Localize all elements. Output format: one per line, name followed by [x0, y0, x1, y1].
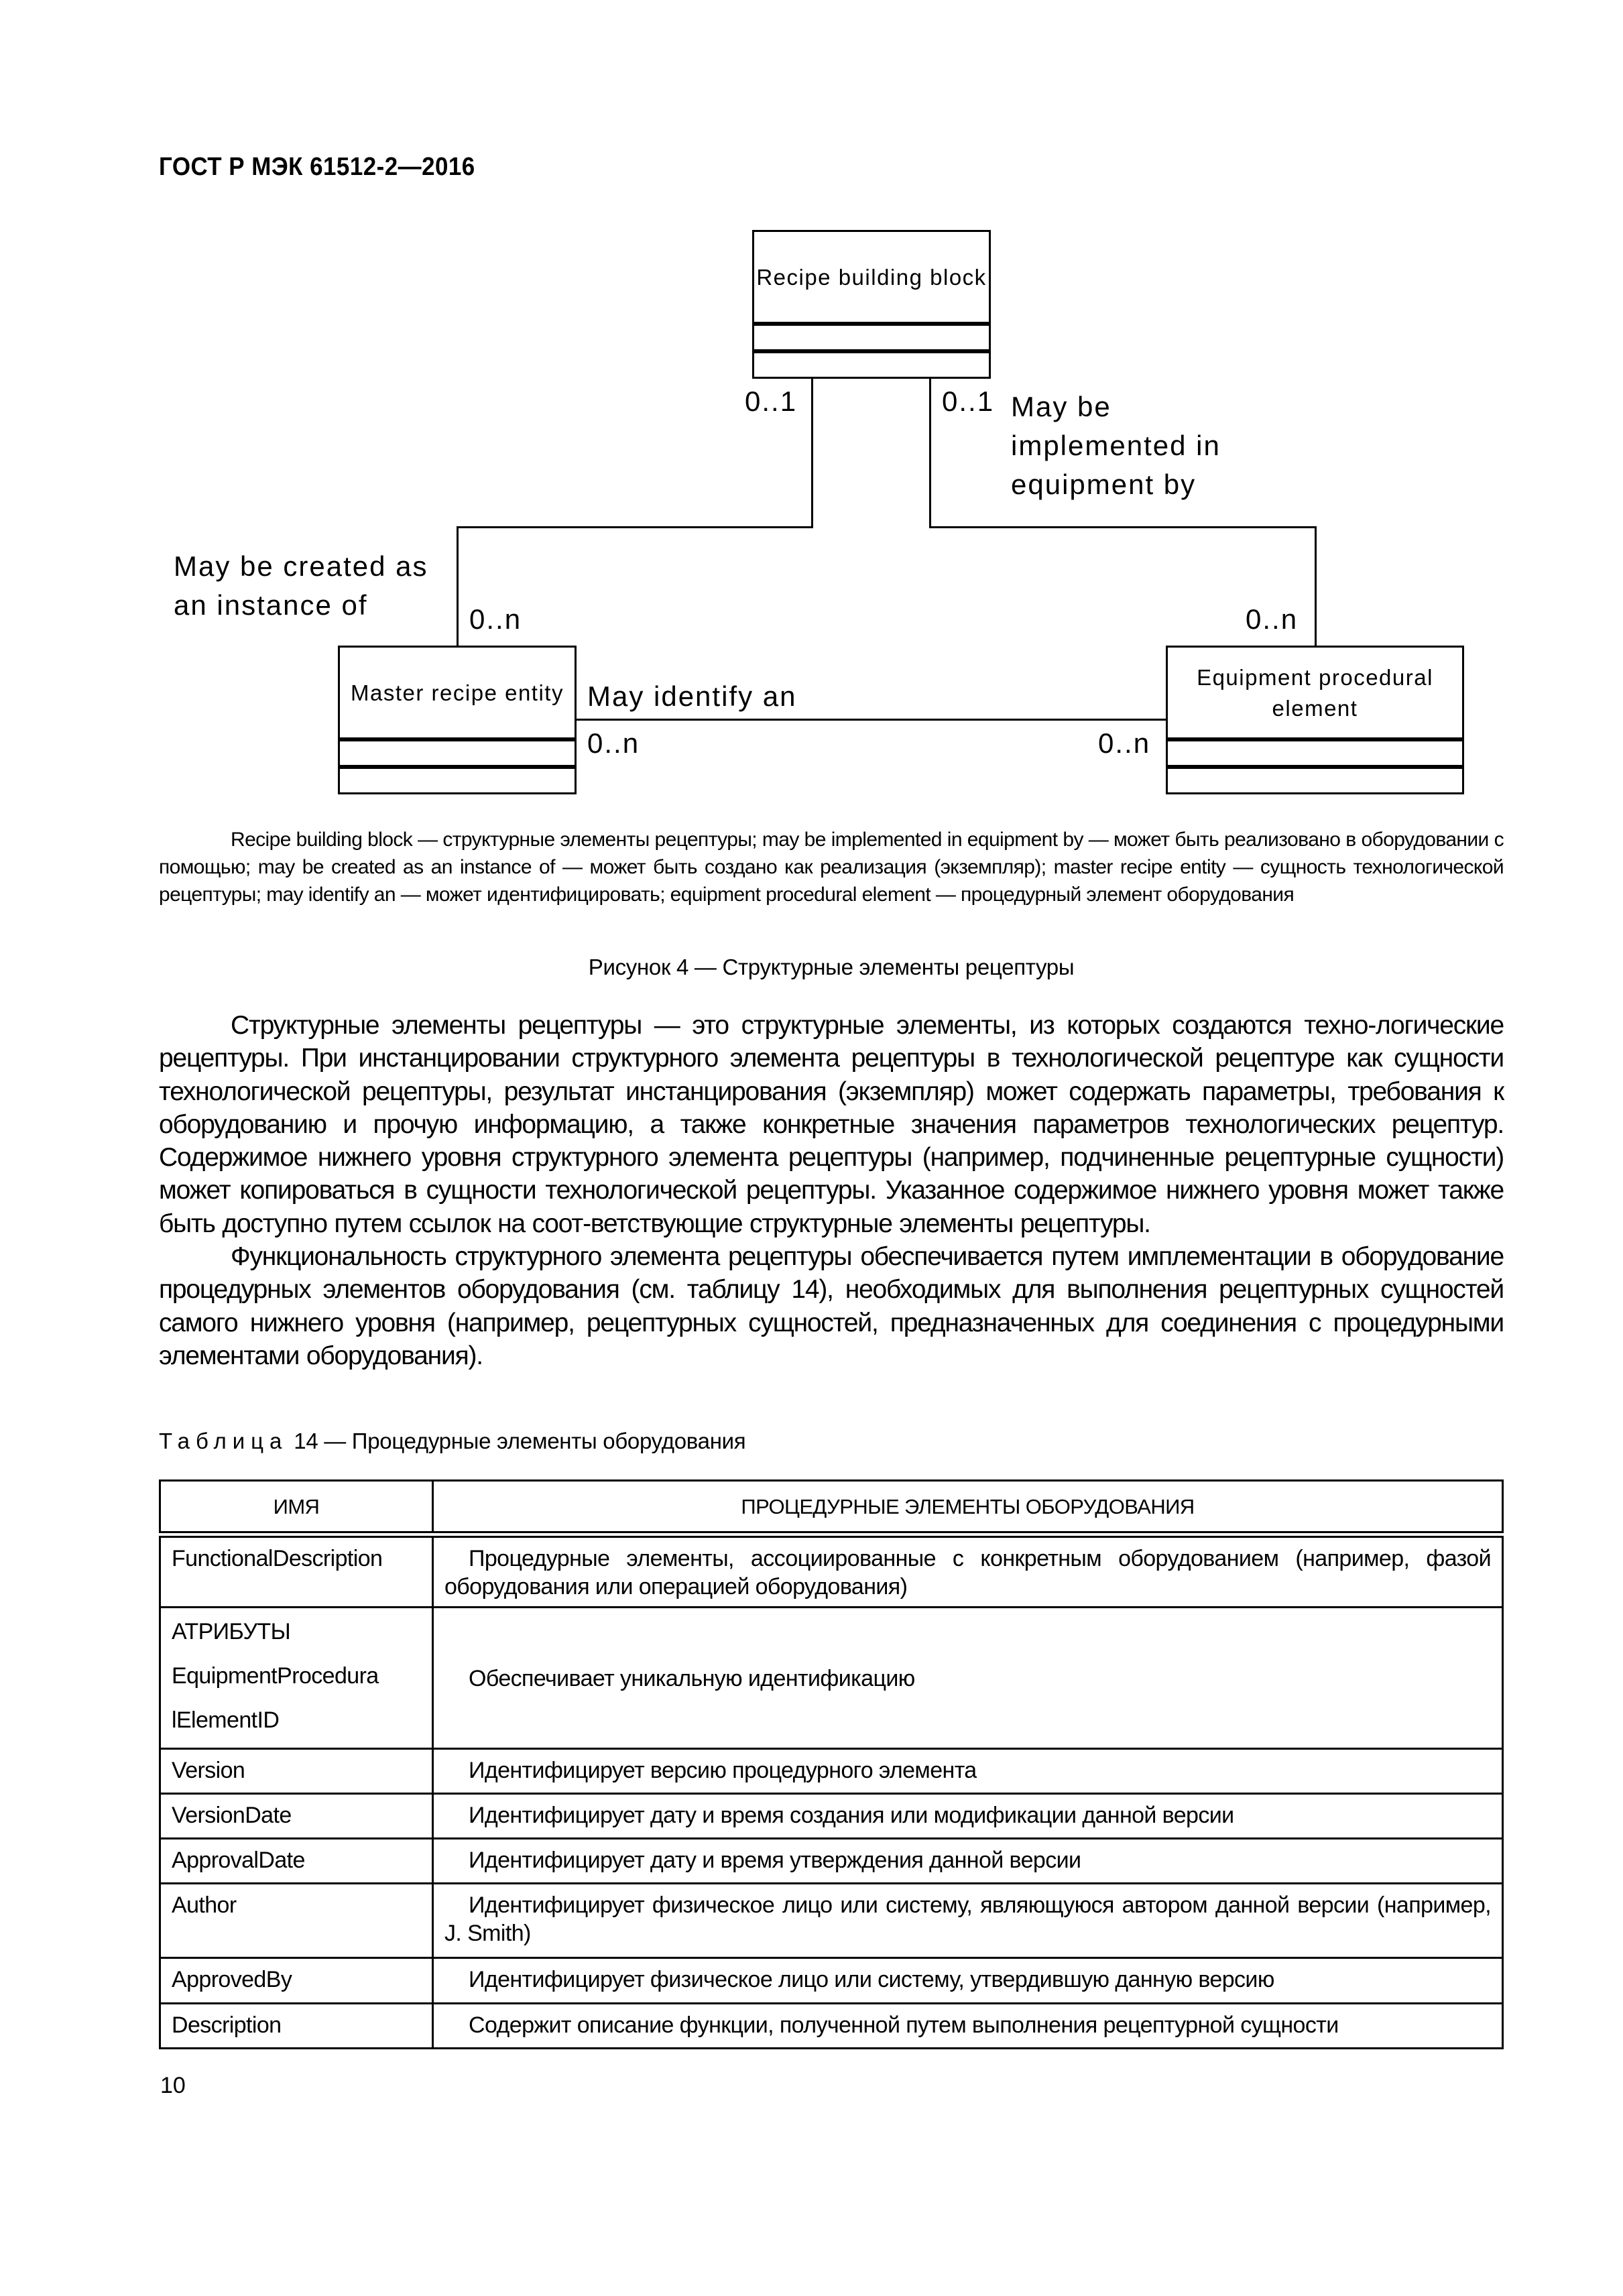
- association-label-created-as: May be created as an instance of: [174, 550, 428, 621]
- connector-line: [929, 526, 1317, 528]
- column-header-description: ПРОЦЕДУРНЫЕ ЭЛЕМЕНТЫ ОБОРУДОВАНИЯ: [433, 1481, 1503, 1535]
- uml-box-master-recipe-entity: [338, 646, 577, 794]
- table-row: [160, 1794, 1503, 1839]
- uml-box-recipe-building-block: [752, 230, 991, 379]
- multiplicity-label: 0..n: [1246, 603, 1299, 635]
- uml-compartment-divider: [754, 349, 989, 353]
- paragraph: Функциональность структурного элемента рецептуры обеспечивается путем имплементации в оборудование процедурных элементов оборудования (см. таблицу 14), необходимых для выполнения рецептурных сущностей самого нижнего уровня (например, рецептурных сущностей, предназначенных для соединения с процедурными элементами оборудования).: [159, 1242, 1504, 1370]
- multiplicity-label: 0..n: [587, 727, 640, 759]
- standard-header: ГОСТ Р МЭК 61512-2—2016: [159, 153, 475, 181]
- association-label-identify: May identify an: [587, 680, 797, 712]
- uml-compartment-divider: [754, 322, 989, 326]
- uml-box-title: Equipment procedural element: [1197, 665, 1433, 721]
- procedural-elements-table: [159, 1479, 1504, 2049]
- connector-line: [457, 526, 813, 528]
- association-label-implemented: May be implemented in equipment by: [1011, 391, 1221, 500]
- cell-description: Идентифицирует дату и время утверждения данной версии: [433, 1839, 1503, 1884]
- uml-box-title: Recipe building block: [756, 265, 987, 290]
- connector-line: [577, 719, 1166, 721]
- cell-description: Идентифицирует физическое лицо или систему, являющуюся автором данной версии (например, J. Smith): [433, 1884, 1503, 1958]
- cell-name: Description: [160, 2004, 433, 2049]
- cell-name: FunctionalDescription: [160, 1534, 433, 1608]
- cell-description: Идентифицирует версию процедурного элемента: [433, 1749, 1503, 1794]
- body-text: [159, 1009, 1504, 1372]
- table-header-row: [160, 1481, 1503, 1535]
- connector-line: [811, 379, 813, 528]
- cell-description: Идентифицирует дату и время создания или модификации данной версии: [433, 1794, 1503, 1839]
- table-row: [160, 1839, 1503, 1884]
- uml-compartment-divider: [1168, 765, 1462, 769]
- cell-description: Идентифицирует физическое лицо или систему, утвердившую данную версию: [433, 1958, 1503, 2004]
- cell-description: Обеспечивает уникальную идентификацию: [433, 1608, 1503, 1749]
- multiplicity-label: 0..n: [1098, 727, 1151, 759]
- uml-box-equipment-procedural-element: [1166, 646, 1464, 794]
- connector-line: [457, 526, 459, 646]
- paragraph: Структурные элементы рецептуры — это структурные элементы, из которых создаются техно-логические рецептуры. При инстанцировании структурного элемента рецептуры в технологической рецептуре как сущности технологической рецептуры, результат инстанцирования (экземпляр) может содержать параметры, требования к оборудованию и прочую информацию, а также конкретные значения параметров технологических рецептур. Содержимое нижнего уровня структурного элемента рецептуры (например, подчиненные рецептурные сущности) может копироваться в сущности технологической рецептуры. Указанное содержимое нижнего уровня может также быть доступно путем ссылок на соот-ветствующие структурные элементы рецептуры.: [159, 1011, 1504, 1238]
- multiplicity-label: 0..1: [942, 385, 995, 417]
- cell-name: Version: [160, 1749, 433, 1794]
- figure-legend: Recipe building block — структурные элементы рецептуры; may be implemented in equipment by — может быть реализовано в оборудовании с помощью; may be created as an instance of — может быть создано как реализация (экземпляр); master recipe entity — сущность технологической рецептуры; may identify an — может идентифицировать; equipment procedural element — процедурный элемент оборудования: [159, 829, 1504, 906]
- table-row: [160, 1534, 1503, 1608]
- table-row: [160, 1749, 1503, 1794]
- column-header-name: ИМЯ: [160, 1481, 433, 1535]
- cell-name: Author: [160, 1884, 433, 1958]
- uml-box-title: Master recipe entity: [351, 680, 564, 705]
- figure-caption: Рисунок 4 — Структурные элементы рецептуры: [588, 955, 1075, 979]
- table-row: [160, 1884, 1503, 1958]
- table-row: [160, 1608, 1503, 1749]
- table-caption-title: 14 — Процедурные элементы оборудования: [294, 1429, 746, 1453]
- uml-compartment-divider: [340, 765, 575, 769]
- cell-name: VersionDate: [160, 1794, 433, 1839]
- cell-name: ApprovedBy: [160, 1958, 433, 2004]
- cell-name: АТРИБУТЫ EquipmentProcedura lElementID: [160, 1608, 433, 1749]
- cell-description: Процедурные элементы, ассоциированные с конкретным оборудованием (например, фазой оборудования или операцией оборудования): [433, 1534, 1503, 1608]
- table-caption: [159, 1429, 745, 1454]
- cell-name: ApprovalDate: [160, 1839, 433, 1884]
- uml-compartment-divider: [1168, 737, 1462, 741]
- multiplicity-label: 0..1: [745, 385, 798, 417]
- table-row: [160, 2004, 1503, 2049]
- uml-compartment-divider: [340, 737, 575, 741]
- cell-description: Содержит описание функции, полученной путем выполнения рецептурной сущности: [433, 2004, 1503, 2049]
- table-row: [160, 1958, 1503, 2004]
- connector-line: [929, 379, 931, 528]
- page-number: 10: [160, 2073, 186, 2098]
- table-caption-prefix: Таблица: [159, 1429, 288, 1453]
- connector-line: [1315, 526, 1317, 646]
- multiplicity-label: 0..n: [469, 603, 522, 635]
